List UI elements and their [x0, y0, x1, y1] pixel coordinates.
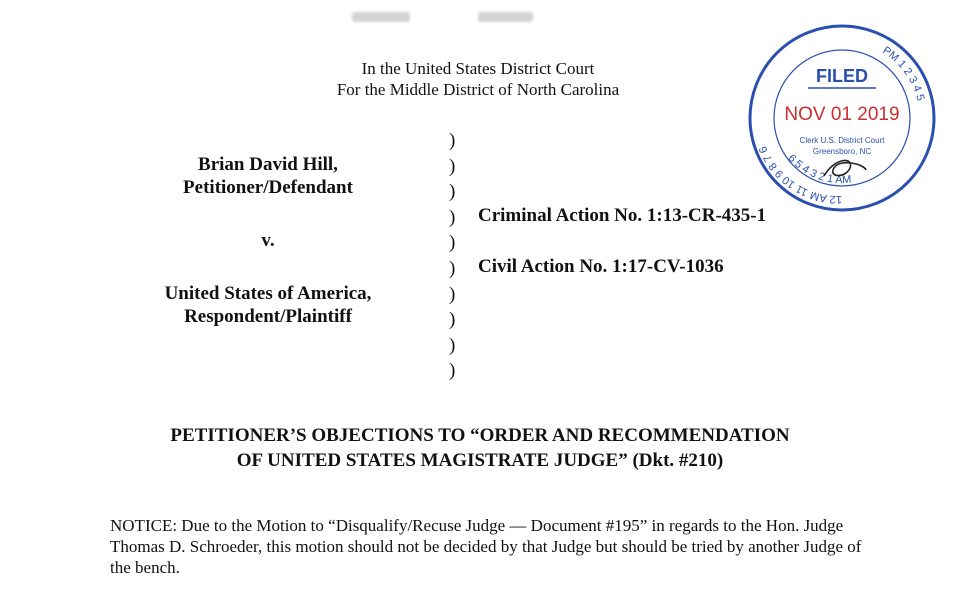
petitioner-role: Petitioner/Defendant — [183, 177, 353, 198]
criminal-action-number: Criminal Action No. 1:13-CR-435-1 — [478, 205, 767, 226]
stamp-ring-left: 12 AM 11 10 9 8 7 6 — [757, 144, 843, 206]
filed-stamp — [742, 18, 942, 218]
caption-paren: ) — [449, 155, 456, 177]
caption-paren: ) — [449, 130, 456, 151]
notice-paragraph: NOTICE: Due to the Motion to “Disqualify/Recuse Judge — Document #195” in regards to the Hon. Judge Thomas D. Schroeder, this motion should not be decided by that Judge but should be tried by another Judge of the bench. — [110, 516, 862, 577]
document-title-line-1: PETITIONER’S OBJECTIONS TO “ORDER AND RECOMMENDATION — [170, 425, 790, 446]
caption-paren: ) — [449, 257, 456, 279]
caption-paren: ) — [449, 360, 456, 382]
petitioner-block — [130, 153, 406, 199]
caption-paren: ) — [449, 334, 456, 356]
header-smudge-left — [352, 12, 410, 22]
filed-stamp-graphic — [742, 18, 942, 218]
caption-paren: ) — [449, 232, 456, 254]
header-smudge-right — [478, 12, 533, 22]
court-heading-line-2: For the Middle District of North Carolina — [336, 80, 620, 99]
court-heading-line-1: In the United States District Court — [361, 59, 595, 78]
stamp-ring-top: PM 1 2 3 4 5 — [880, 44, 927, 103]
stamp-date: NOV 01 2019 — [784, 104, 900, 125]
caption-paren: ) — [449, 181, 456, 203]
stamp-clerk-line-1: Clerk U.S. District Court — [799, 136, 885, 145]
respondent-role: Respondent/Plaintiff — [184, 306, 352, 327]
stamp-status: FILED — [816, 66, 868, 86]
stamp-clerk-line-2: Greensboro, NC — [812, 147, 872, 156]
respondent-block — [130, 282, 406, 328]
petitioner-name: Brian David Hill, — [198, 154, 338, 175]
caption-paren: ) — [449, 206, 456, 228]
respondent-name: United States of America, — [164, 283, 372, 304]
caption-parentheses — [449, 128, 455, 384]
caption-paren: ) — [449, 309, 456, 331]
court-heading — [240, 58, 716, 100]
document-title-line-2: OF UNITED STATES MAGISTRATE JUDGE” (Dkt. #210) — [236, 450, 724, 471]
stamp-ring-bottom: 6 5 4 3 2 1 AM — [785, 152, 852, 187]
caption-paren: ) — [449, 283, 456, 305]
versus-label: v. — [261, 230, 275, 251]
document-title — [60, 423, 900, 473]
civil-action-number: Civil Action No. 1:17-CV-1036 — [478, 256, 724, 277]
